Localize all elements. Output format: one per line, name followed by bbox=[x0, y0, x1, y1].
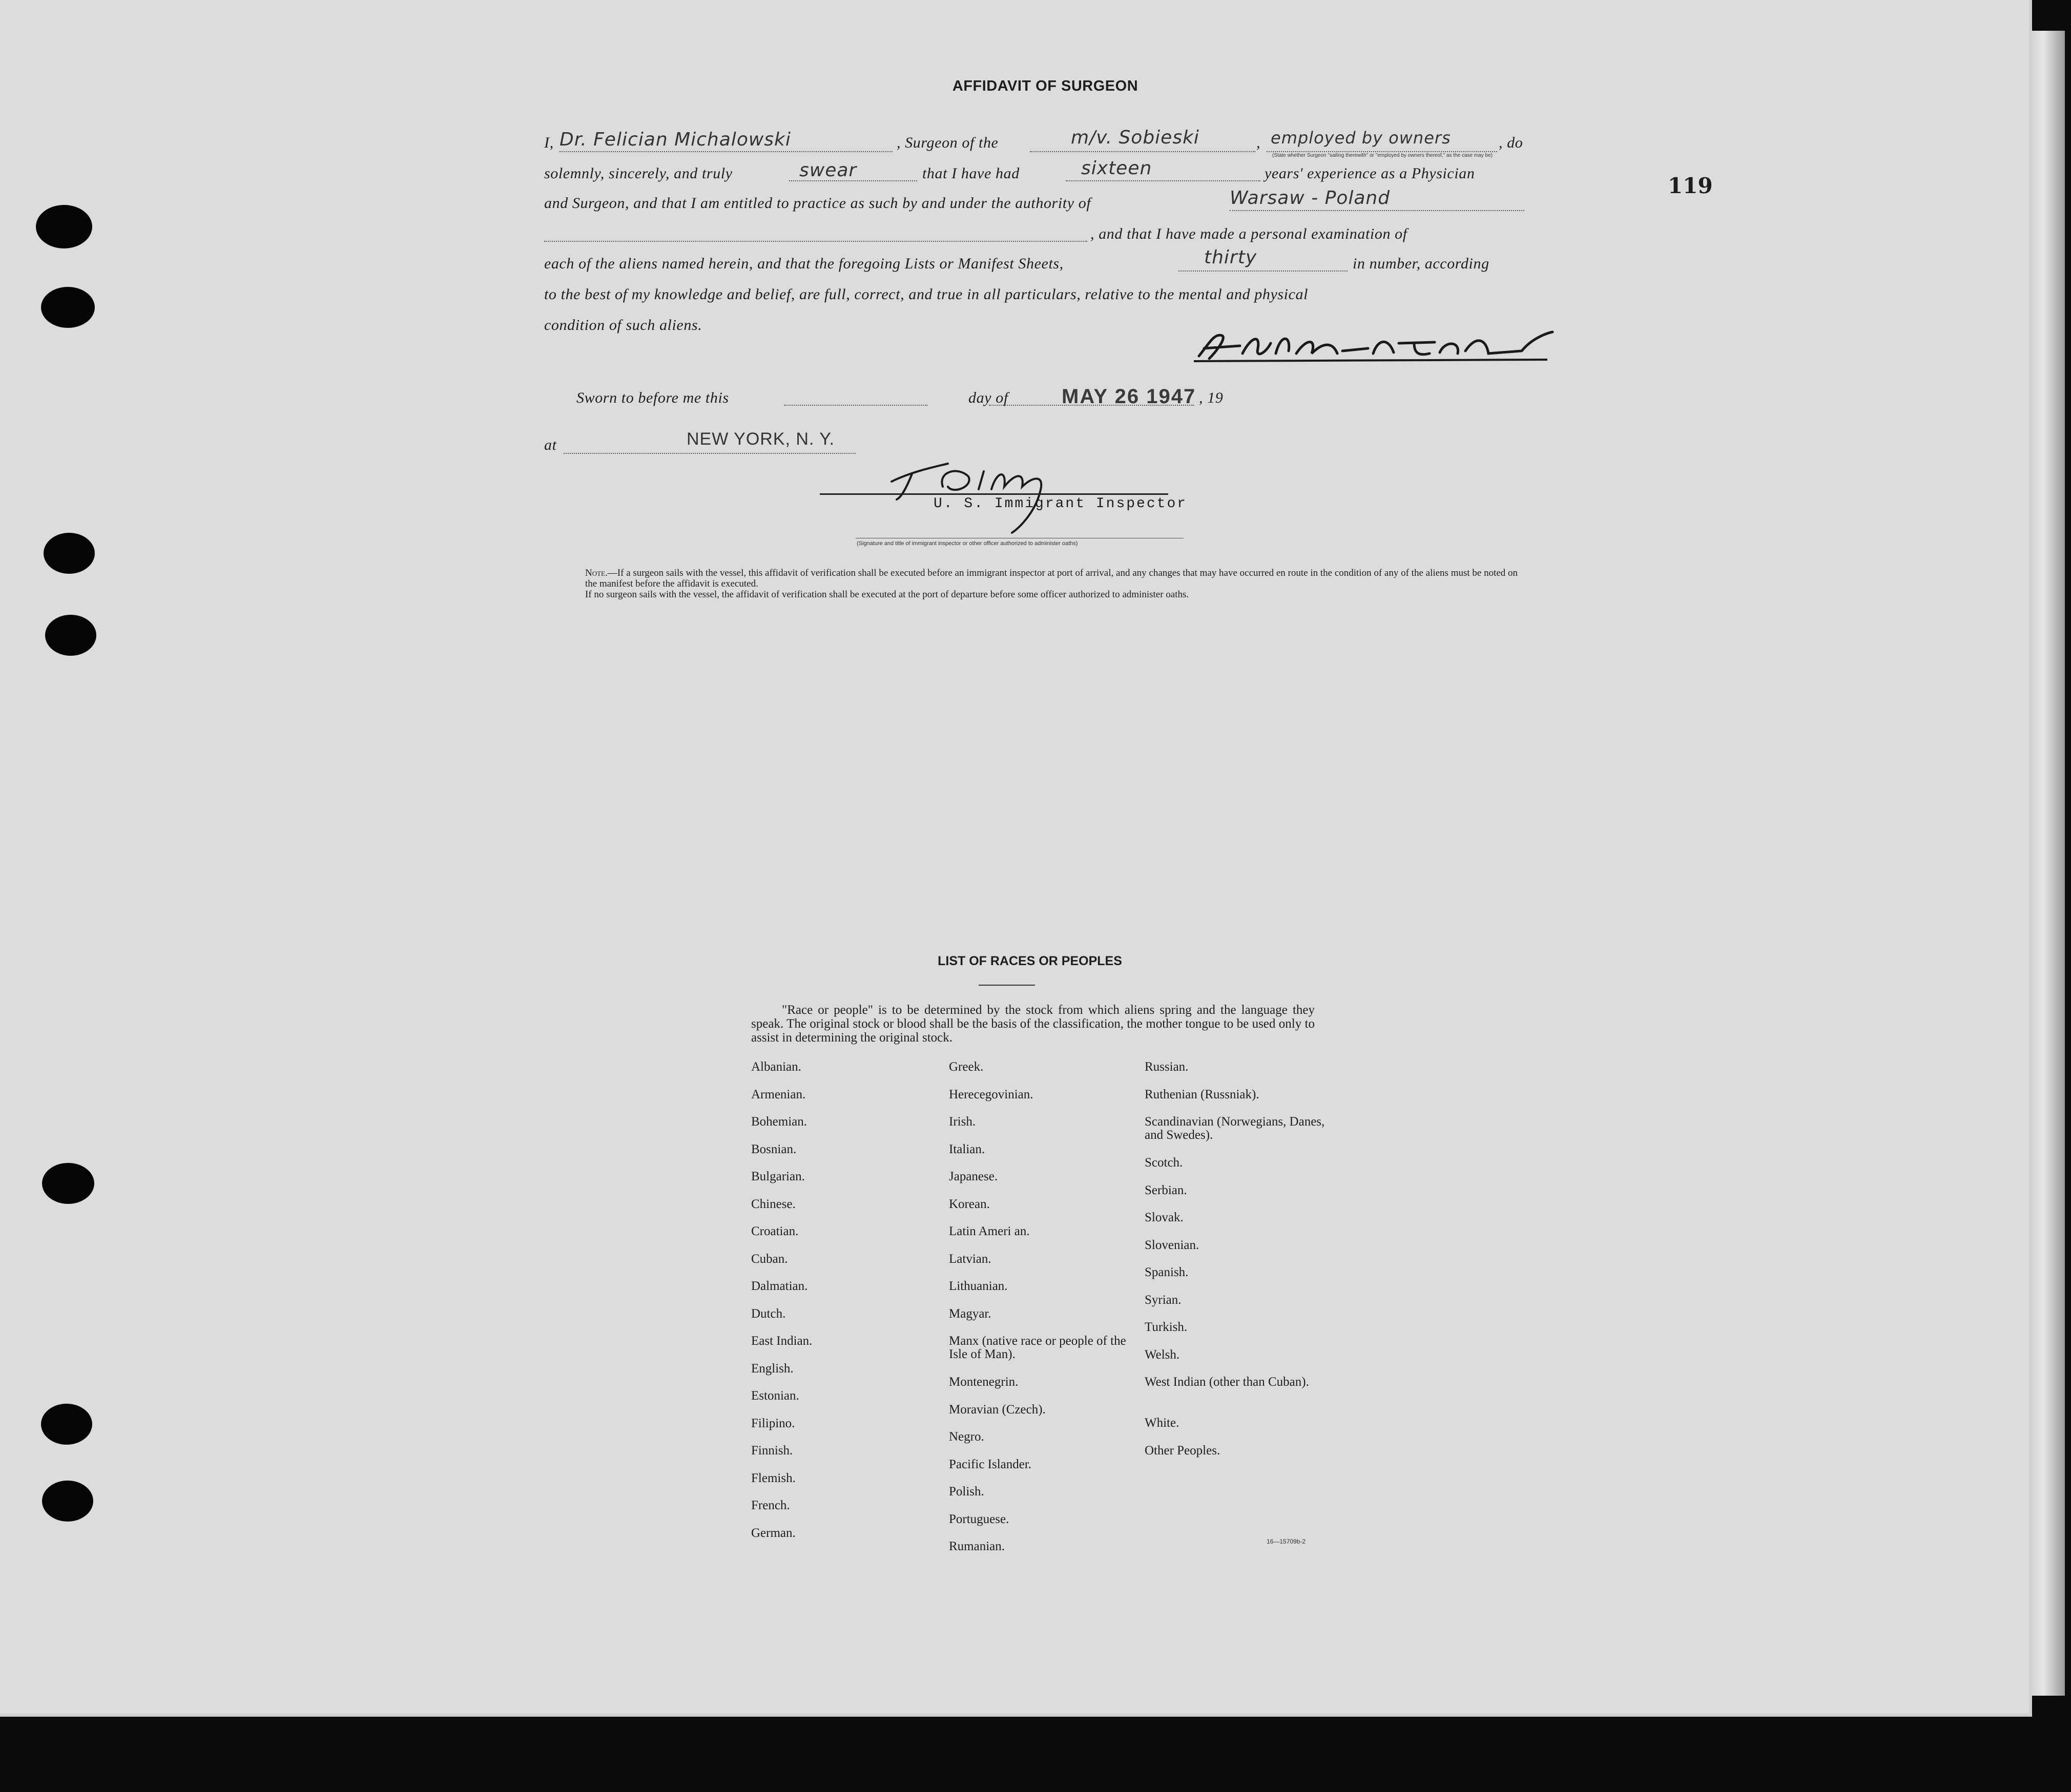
race-item: Greek. bbox=[949, 1060, 984, 1074]
race-item: Italian. bbox=[949, 1142, 985, 1156]
race-item: Lithuanian. bbox=[949, 1279, 1008, 1293]
race-item: Other Peoples. bbox=[1145, 1443, 1220, 1457]
form-number: 16—15709b-2 bbox=[1267, 1538, 1306, 1545]
sheets-blank bbox=[1178, 270, 1348, 272]
race-item: Korean. bbox=[949, 1197, 990, 1211]
page-number: 119 bbox=[1668, 173, 1713, 198]
note-para2: If no surgeon sails with the vessel, the affidavit of verification shall be executed at the port of departure before some officer authorized to administer oaths. bbox=[585, 589, 1189, 600]
surgeon-name-blank bbox=[560, 151, 893, 152]
binder-hole bbox=[42, 1163, 94, 1204]
vessel-name-field: m/v. Sobieski bbox=[1071, 127, 1199, 148]
races-column-1 bbox=[751, 1060, 936, 1554]
race-item: Turkish. bbox=[1145, 1320, 1188, 1334]
employment-blank bbox=[1267, 151, 1497, 152]
affidavit-prefix: I, bbox=[544, 134, 554, 151]
employment-note: (State whether Surgeon "sailing therewith" or "employed by owners thereof," as the case may be) bbox=[1272, 153, 1493, 158]
race-item: Portuguese. bbox=[949, 1512, 1009, 1526]
race-item: Scotch. bbox=[1145, 1156, 1183, 1170]
race-item: Flemish. bbox=[751, 1471, 796, 1485]
races-column-3 bbox=[1145, 1060, 1329, 1471]
races-intro bbox=[751, 1003, 1315, 1045]
day-of-label: day of bbox=[968, 389, 1008, 406]
manifest-sheets-label: each of the aliens named herein, and that the foregoing Lists or Manifest Sheets, bbox=[544, 255, 1064, 272]
race-item: Latvian. bbox=[949, 1252, 991, 1266]
binder-hole bbox=[45, 615, 96, 656]
years-blank bbox=[1066, 180, 1260, 181]
knowledge-line: to the best of my knowledge and belief, are full, correct, and true in all particulars, relative to the mental and physical bbox=[544, 286, 1309, 303]
race-item: White. bbox=[1145, 1416, 1179, 1430]
race-item: Slovak. bbox=[1145, 1211, 1184, 1224]
race-item: Chinese. bbox=[751, 1197, 796, 1211]
race-item: Finnish. bbox=[751, 1444, 793, 1457]
sworn-label: Sworn to before me this bbox=[576, 389, 729, 406]
surgeon-of-label: , Surgeon of the bbox=[897, 134, 999, 151]
race-item: Syrian. bbox=[1145, 1293, 1182, 1307]
races-intro-text: "Race or people" is to be determined by the stock from which aliens spring and the language they speak. The original stock or blood shall be the basis of the classification, the mother tongue to be used only to assist in determining the original stock. bbox=[751, 1003, 1315, 1045]
authority-label: and Surgeon, and that I am entitled to practice as such by and under the authority of bbox=[544, 195, 1091, 212]
race-item: Bohemian. bbox=[751, 1115, 807, 1129]
race-item: Moravian (Czech). bbox=[949, 1402, 1046, 1416]
examination-label: , and that I have made a personal examination of bbox=[1090, 225, 1407, 242]
race-item: West Indian (other than Cuban). bbox=[1145, 1375, 1309, 1389]
race-item: Armenian. bbox=[751, 1087, 806, 1101]
race-item: Dutch. bbox=[751, 1306, 786, 1321]
employment-field: employed by owners bbox=[1271, 128, 1451, 148]
race-item: Latin Ameri an. bbox=[949, 1224, 1030, 1238]
race-item: Ruthenian (Russniak). bbox=[1145, 1087, 1259, 1101]
inspector-signature bbox=[881, 451, 1112, 533]
in-number-label: in number, according bbox=[1353, 255, 1489, 272]
race-item: Russian. bbox=[1145, 1060, 1189, 1074]
races-column-2 bbox=[949, 1060, 1133, 1568]
race-item: Estonian. bbox=[751, 1389, 799, 1403]
authority-field: Warsaw - Poland bbox=[1230, 187, 1391, 209]
affidavit-note bbox=[565, 568, 1528, 600]
binder-hole bbox=[44, 533, 95, 574]
surgeon-name-field: Dr. Felician Michalowski bbox=[560, 129, 791, 150]
race-item: Bosnian. bbox=[751, 1142, 797, 1156]
experience-label: that I have had bbox=[922, 165, 1020, 182]
authority-continued-blank bbox=[544, 241, 1087, 242]
races-list-title: LIST OF RACES OR PEOPLES bbox=[938, 954, 1122, 968]
race-item: Rumanian. bbox=[949, 1539, 1005, 1553]
race-item: Welsh. bbox=[1145, 1347, 1180, 1362]
sworn-day-blank bbox=[784, 405, 927, 406]
race-item: Scandinavian (Norwegians, Danes, and Swedes). bbox=[1145, 1115, 1325, 1142]
race-item: Polish. bbox=[949, 1485, 984, 1498]
do-label: , do bbox=[1499, 134, 1523, 151]
vessel-blank bbox=[1030, 151, 1255, 152]
race-item: Irish. bbox=[949, 1115, 976, 1129]
inspector-title: U. S. Immigrant Inspector bbox=[934, 496, 1188, 512]
race-item: Japanese. bbox=[949, 1170, 998, 1183]
place-stamp: NEW YORK, N. Y. bbox=[687, 429, 835, 449]
inspector-signature-line bbox=[820, 493, 1168, 495]
condition-line: condition of such aliens. bbox=[544, 317, 702, 334]
race-item: German. bbox=[751, 1526, 796, 1540]
surgeon-signature bbox=[1194, 323, 1563, 364]
race-item: Slovenian. bbox=[1145, 1238, 1199, 1252]
race-item: Filipino. bbox=[751, 1416, 795, 1430]
note-label: Note. bbox=[585, 568, 608, 578]
note-para1: —If a surgeon sails with the vessel, this affidavit of verification shall be executed before an immigrant inspector at port of arrival, and any changes that may have occurred en route in the condition of any of the aliens must be noted on the manifest before the affidavit is executed. bbox=[585, 568, 1518, 589]
binder-hole bbox=[36, 205, 92, 248]
race-item: Croatian. bbox=[751, 1224, 799, 1238]
page-edge bbox=[2029, 31, 2065, 1696]
year-suffix: , 19 bbox=[1199, 389, 1224, 406]
race-item: French. bbox=[751, 1498, 790, 1512]
years-experience-label: years' experience as a Physician bbox=[1265, 165, 1475, 182]
place-blank bbox=[564, 453, 856, 454]
race-item: Negro. bbox=[949, 1430, 984, 1444]
authority-blank bbox=[1230, 210, 1524, 211]
race-item: Montenegrin. bbox=[949, 1375, 1019, 1389]
binder-hole bbox=[41, 287, 95, 328]
oath-field: swear bbox=[799, 160, 857, 181]
sheets-count-field: thirty bbox=[1204, 247, 1257, 268]
at-label: at bbox=[544, 436, 557, 453]
race-item: Dalmatian. bbox=[751, 1279, 808, 1293]
race-item: Magyar. bbox=[949, 1306, 991, 1321]
race-item: East Indian. bbox=[751, 1334, 813, 1348]
race-item: Manx (native race or people of the Isle of Man). bbox=[949, 1334, 1126, 1361]
signature-caption: (Signature and title of immigrant inspector or other officer authorized to administer oaths) bbox=[857, 540, 1078, 547]
race-item: Herecegovinian. bbox=[949, 1087, 1033, 1101]
binder-hole bbox=[41, 1404, 92, 1445]
race-item: Pacific Islander. bbox=[949, 1457, 1032, 1471]
page-title: AFFIDAVIT OF SURGEON bbox=[952, 78, 1138, 94]
race-item: Bulgarian. bbox=[751, 1170, 805, 1183]
date-stamp: MAY 26 1947 bbox=[1062, 385, 1196, 408]
years-field: sixteen bbox=[1081, 158, 1152, 179]
race-item: Spanish. bbox=[1145, 1265, 1189, 1279]
comma: , bbox=[1256, 134, 1261, 151]
race-item: Albanian. bbox=[751, 1060, 801, 1074]
race-item: Serbian. bbox=[1145, 1183, 1187, 1197]
solemnly-label: solemnly, sincerely, and truly bbox=[544, 165, 733, 182]
binder-hole bbox=[42, 1481, 93, 1522]
race-item: English. bbox=[751, 1361, 794, 1376]
title-rule bbox=[979, 985, 1035, 986]
race-item: Cuban. bbox=[751, 1252, 788, 1266]
